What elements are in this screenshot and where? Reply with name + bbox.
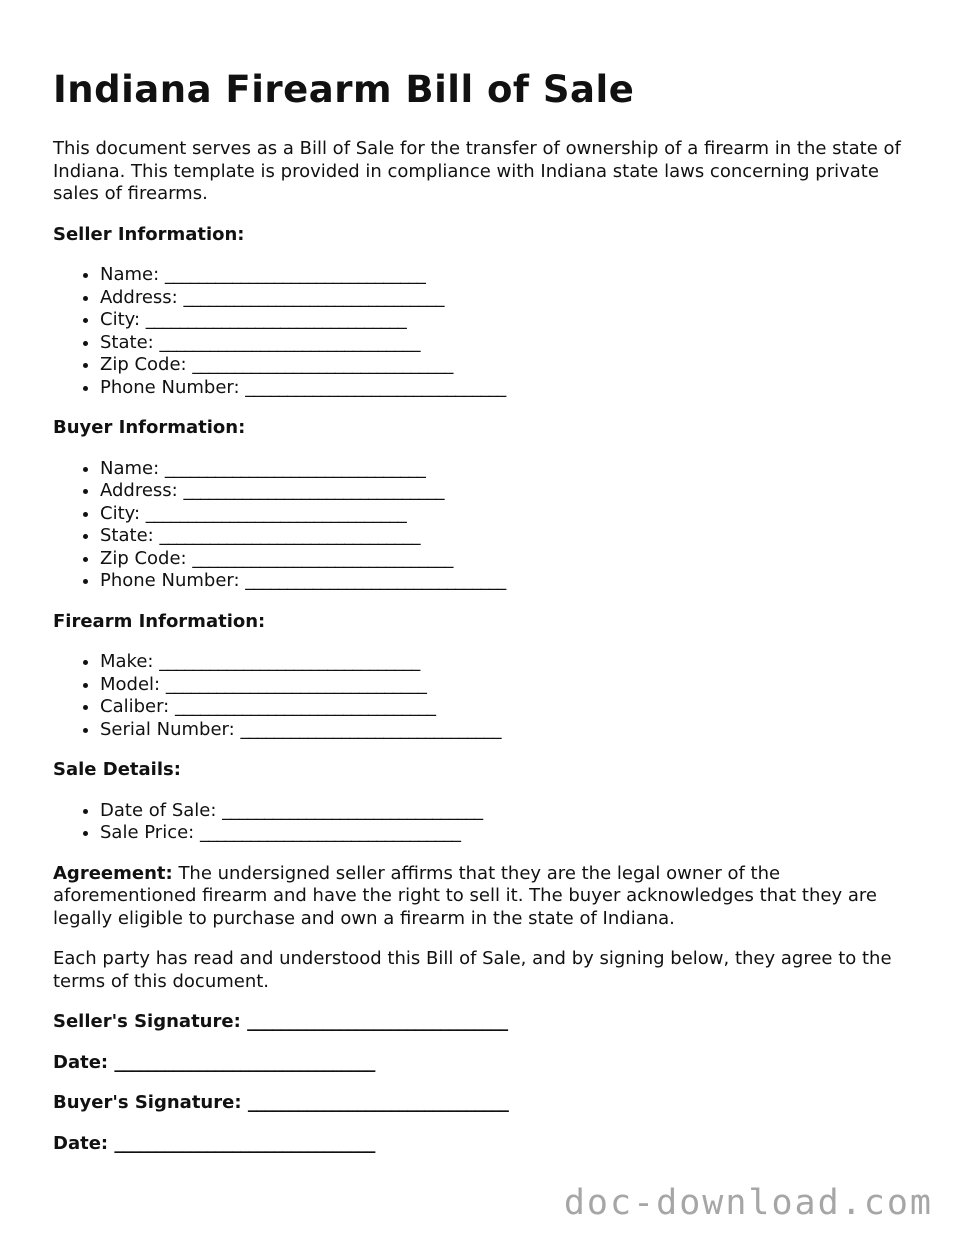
- field-label: Address:: [100, 480, 178, 501]
- firearm-section: [53, 611, 903, 742]
- field-item: [100, 264, 903, 287]
- signature-label: Buyer's Signature:: [53, 1092, 242, 1113]
- field-item: [100, 651, 903, 674]
- watermark: doc-download.com: [563, 1183, 933, 1223]
- field-item: [100, 548, 903, 571]
- field-blank-line[interactable]: _______________________________: [222, 799, 483, 821]
- field-blank-line[interactable]: _______________________________: [183, 480, 444, 501]
- field-blank-line[interactable]: _______________________________: [183, 286, 444, 308]
- signature-row: [53, 1052, 903, 1075]
- sale-heading: Sale Details:: [53, 759, 181, 780]
- field-blank-line[interactable]: _______________________________: [164, 457, 426, 479]
- field-label: Address:: [100, 286, 178, 308]
- signature-label: Date:: [53, 1051, 109, 1073]
- field-blank-line[interactable]: _______________________________: [164, 264, 426, 285]
- signature-blank-line[interactable]: _______________________________: [114, 1051, 375, 1073]
- seller-field-list: [53, 264, 903, 399]
- firearm-heading: Firearm Information:: [53, 610, 266, 632]
- seller-heading: Seller Information:: [53, 223, 245, 245]
- signature-block: [53, 1011, 903, 1155]
- field-label: Make:: [100, 651, 154, 672]
- field-item: [100, 719, 903, 742]
- seller-section: [53, 224, 903, 400]
- agreement-paragraph: [53, 863, 903, 931]
- sale-section: [53, 759, 903, 845]
- field-blank-line[interactable]: _______________________________: [192, 547, 453, 569]
- signature-row: [53, 1092, 903, 1115]
- field-blank-line[interactable]: _______________________________: [165, 673, 427, 695]
- document-title: Indiana Firearm Bill of Sale: [53, 68, 635, 111]
- field-label: Phone Number:: [100, 376, 240, 398]
- document-page: [53, 68, 903, 1155]
- field-item: [100, 800, 903, 823]
- field-item: [100, 309, 903, 332]
- firearm-field-list: [53, 651, 903, 741]
- field-label: State:: [100, 331, 154, 353]
- field-blank-line[interactable]: _______________________________: [240, 718, 501, 740]
- field-item: [100, 354, 903, 377]
- buyer-heading: Buyer Information:: [53, 417, 246, 438]
- field-item: [100, 287, 903, 310]
- field-item: [100, 377, 903, 400]
- field-label: Caliber:: [100, 696, 170, 717]
- field-item: [100, 503, 903, 526]
- field-blank-line[interactable]: _______________________________: [159, 331, 420, 353]
- field-label: Zip Code:: [100, 354, 187, 375]
- field-blank-line[interactable]: _______________________________: [145, 309, 407, 330]
- signature-label: Seller's Signature:: [53, 1011, 241, 1032]
- field-item: [100, 696, 903, 719]
- field-label: State:: [100, 525, 154, 546]
- buyer-field-list: [53, 458, 903, 593]
- field-item: [100, 458, 903, 481]
- field-label: Zip Code:: [100, 547, 187, 569]
- field-label: City:: [100, 309, 141, 330]
- field-label: Model:: [100, 673, 161, 695]
- field-label: Serial Number:: [100, 718, 235, 740]
- signature-blank-line[interactable]: _______________________________: [247, 1011, 508, 1032]
- signature-label: Date:: [53, 1132, 109, 1154]
- field-item: [100, 674, 903, 697]
- signature-blank-line[interactable]: _______________________________: [247, 1092, 509, 1113]
- intro-paragraph: This document serves as a Bill of Sale for the transfer of ownership of a firearm in the state of Indiana. This template is provided in compliance with Indiana state laws concerning private sales of firearms.: [53, 138, 901, 204]
- agreement-label: Agreement:: [53, 862, 173, 884]
- field-label: Date of Sale:: [100, 799, 217, 821]
- field-label: Name:: [100, 457, 160, 479]
- field-blank-line[interactable]: _______________________________: [245, 570, 506, 591]
- field-item: [100, 525, 903, 548]
- field-blank-line[interactable]: _______________________________: [159, 525, 420, 546]
- parties-paragraph: Each party has read and understood this Bill of Sale, and by signing below, they agree to the terms of this document.: [53, 948, 892, 992]
- signature-blank-line[interactable]: _______________________________: [114, 1132, 375, 1154]
- field-item: [100, 480, 903, 503]
- field-label: Sale Price:: [100, 822, 195, 843]
- signature-row: [53, 1133, 903, 1156]
- field-blank-line[interactable]: _______________________________: [159, 651, 420, 672]
- field-item: [100, 570, 903, 593]
- field-label: City:: [100, 502, 141, 524]
- field-label: Name:: [100, 264, 160, 285]
- buyer-section: [53, 417, 903, 593]
- field-blank-line[interactable]: _______________________________: [145, 502, 407, 524]
- field-item: [100, 332, 903, 355]
- field-label: Phone Number:: [100, 570, 240, 591]
- field-blank-line[interactable]: _______________________________: [199, 822, 461, 843]
- field-blank-line[interactable]: _______________________________: [174, 696, 436, 717]
- field-blank-line[interactable]: _______________________________: [245, 376, 506, 398]
- agreement-text: The undersigned seller affirms that they are the legal owner of the aforementioned firearm and have the right to sell it. The buyer acknowledges that they are legally eligible to purchase and own a firearm in the state of Indiana.: [53, 862, 877, 929]
- signature-row: [53, 1011, 903, 1034]
- field-item: [100, 822, 903, 845]
- field-blank-line[interactable]: _______________________________: [192, 354, 453, 375]
- sale-field-list: [53, 800, 903, 845]
